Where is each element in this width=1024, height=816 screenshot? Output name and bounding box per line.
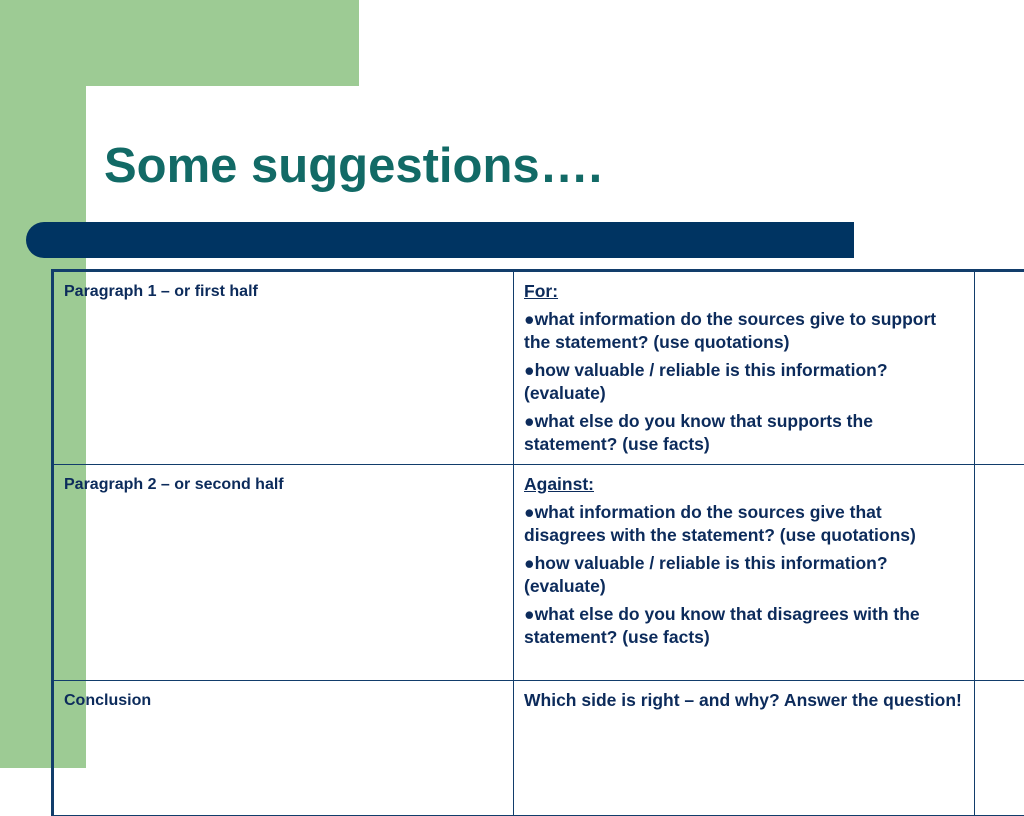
bullet-item: ●what else do you know that disagrees with the statement? (use facts) [524, 603, 964, 649]
row-extra-cell [975, 271, 1024, 465]
row-detail-cell [514, 681, 975, 816]
green-accent-block [86, 0, 359, 86]
table-row [53, 465, 1024, 681]
conclusion-text: Which side is right – and why? Answer the question! [524, 689, 964, 712]
row-extra-cell [975, 681, 1024, 816]
bullet-item: ●how valuable / reliable is this information? (evaluate) [524, 359, 964, 405]
bullet-item: ●what information do the sources give that disagrees with the statement? (use quotations) [524, 501, 964, 547]
table-row [53, 271, 1024, 465]
row-label-cell [53, 681, 514, 816]
bullet-item: ●what information do the sources give to support the statement? (use quotations) [524, 308, 964, 354]
row-label: Conclusion [64, 692, 151, 709]
row-label: Paragraph 1 – or first half [64, 283, 258, 300]
row-detail-cell [514, 271, 975, 465]
row-detail-cell [514, 465, 975, 681]
bullet-item: ●what else do you know that supports the statement? (use facts) [524, 410, 964, 456]
table-row [53, 681, 1024, 816]
slide-title: Some suggestions…. [104, 140, 602, 194]
row-label-cell [53, 465, 514, 681]
cell-heading: Against: [524, 473, 964, 496]
bullet-item: ●how valuable / reliable is this information? (evaluate) [524, 552, 964, 598]
row-label-cell [53, 271, 514, 465]
title-divider-bar [26, 222, 854, 258]
suggestions-table [51, 269, 1024, 816]
cell-heading: For: [524, 280, 964, 303]
row-label: Paragraph 2 – or second half [64, 476, 284, 493]
row-extra-cell [975, 465, 1024, 681]
